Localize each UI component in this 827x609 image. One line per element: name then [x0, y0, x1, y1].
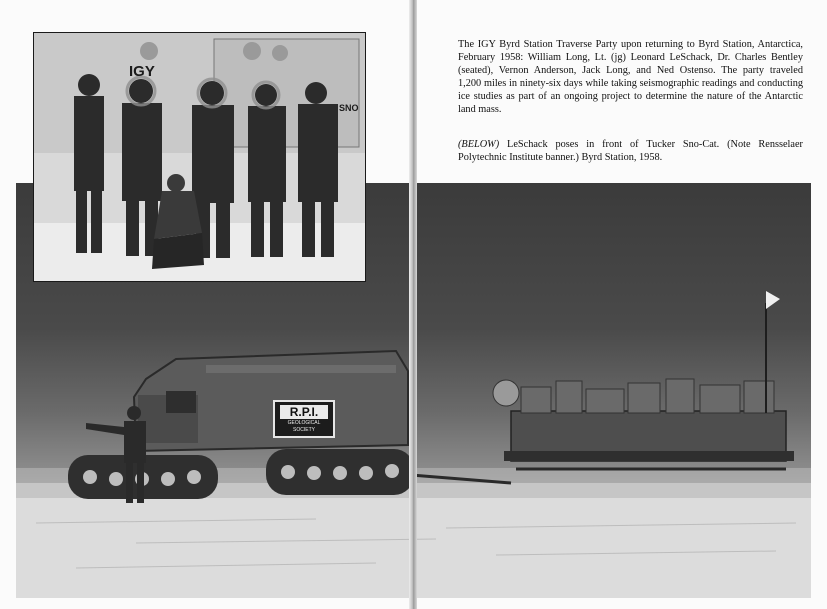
rpi-banner-line3: SOCIETY — [293, 427, 315, 433]
caption-lead: (BELOW) — [458, 139, 500, 150]
cargo-sled — [493, 379, 794, 469]
caption-line: land mass. — [458, 104, 502, 115]
igy-sign: IGY — [129, 63, 155, 80]
traverse-party-photograph — [33, 32, 366, 282]
sno-sign: SNO — [339, 103, 359, 113]
rpi-banner — [274, 401, 334, 437]
caption-line: February 1958: William Long, Lt. (jg) Leonard LeSchack, Dr. Charles Bentley — [458, 52, 803, 63]
traverse-party-scene — [34, 33, 365, 281]
caption-line: (seated), Vernon Anderson, Jack Long, and Ned Ostenso. The party traveled — [458, 65, 803, 76]
caption-text: LeSchack poses in front of Tucker Sno-Cat. (Note Rensselaer — [499, 139, 803, 150]
caption-line: The IGY Byrd Station Traverse Party upon returning to Byrd Station, Antarctica, — [458, 39, 803, 50]
book-gutter — [409, 0, 417, 609]
caption-sno-cat — [458, 138, 803, 164]
caption-traverse-party — [458, 38, 803, 116]
caption-line: Polytechnic Institute banner.) Byrd Station, 1958. — [458, 152, 663, 163]
caption-line: ice studies as part of an ongoing project to determine the nature of the Antarctic — [458, 91, 803, 102]
caption-line — [458, 138, 803, 151]
caption-line: 1,200 miles in ninety-six days while taking seismographic readings and conducting — [458, 78, 803, 89]
rpi-banner-line2: GEOLOGICAL — [287, 420, 321, 426]
rpi-banner-title: R.P.I. — [289, 405, 319, 419]
